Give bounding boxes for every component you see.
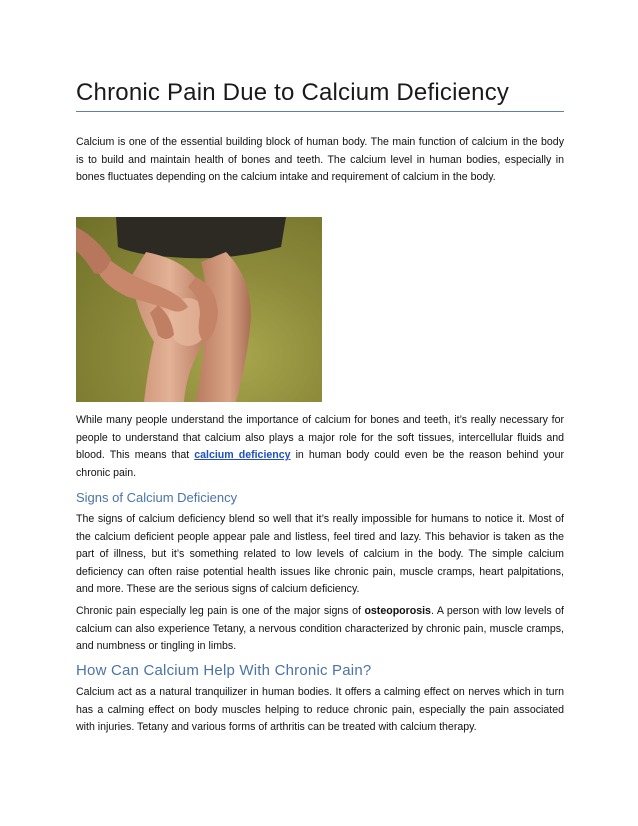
page-title: Chronic Pain Due to Calcium Deficiency	[76, 79, 510, 106]
calcium-deficiency-link[interactable]: calcium deficiency	[194, 449, 291, 461]
paragraph-text: Chronic pain especially leg pain is one of the major signs of	[76, 605, 365, 617]
paragraph-text: in human body could even be the reason behind your chronic pain.	[76, 449, 564, 479]
signs-paragraph: The signs of calcium deficiency blend so well that it’s really impossible for humans to notice it. Most of the calcium deficient people appear pale and listless, feel tired and lazy. This behavior is taken as the part of illness, but it’s something related to low levels of calcium in the body. The simple calcium deficiency can often raise potential health issues like chronic pain, muscle cramps, heart palpitations, and more. These are the serious signs of calcium deficiency.	[76, 513, 564, 595]
paragraph-text: While many people understand the importance of calcium for bones and teeth, it’s really necessary for people to understand that calcium also plays a major role for the soft tissues, intercellular fluids and blood. This means that	[76, 414, 564, 461]
calcium-help-paragraph: Calcium act as a natural tranquilizer in human bodies. It offers a calming effect on nerves which in turn has a calming effect on body muscles helping to reduce chronic pain, especially the pain associated with injuries. Tetany and various forms of arthritis can be treated with calcium therapy.	[76, 686, 564, 733]
section-heading-signs: Signs of Calcium Deficiency	[76, 490, 238, 505]
osteoporosis-paragraph	[76, 603, 564, 656]
intro-paragraph: Calcium is one of the essential building block of human body. The main function of calcium in the body is to build and maintain health of bones and teeth. The calcium level in human bodies, especially in bones fluctuates depending on the calcium intake and requirement of calcium in the body.	[76, 136, 564, 183]
osteoporosis-term: osteoporosis	[364, 605, 431, 617]
paragraph-text: . A person with low levels of calcium can also experience Tetany, a nervous condition characterized by chronic pain, muscle cramps, and numbness or tingling in limbs.	[76, 605, 564, 652]
knee-pain-photo	[76, 217, 322, 402]
knee-pain-illustration	[76, 217, 322, 402]
section-heading-how-calcium-helps: How Can Calcium Help With Chronic Pain?	[76, 662, 372, 679]
soft-tissue-paragraph	[76, 412, 564, 482]
title-divider	[76, 111, 564, 112]
